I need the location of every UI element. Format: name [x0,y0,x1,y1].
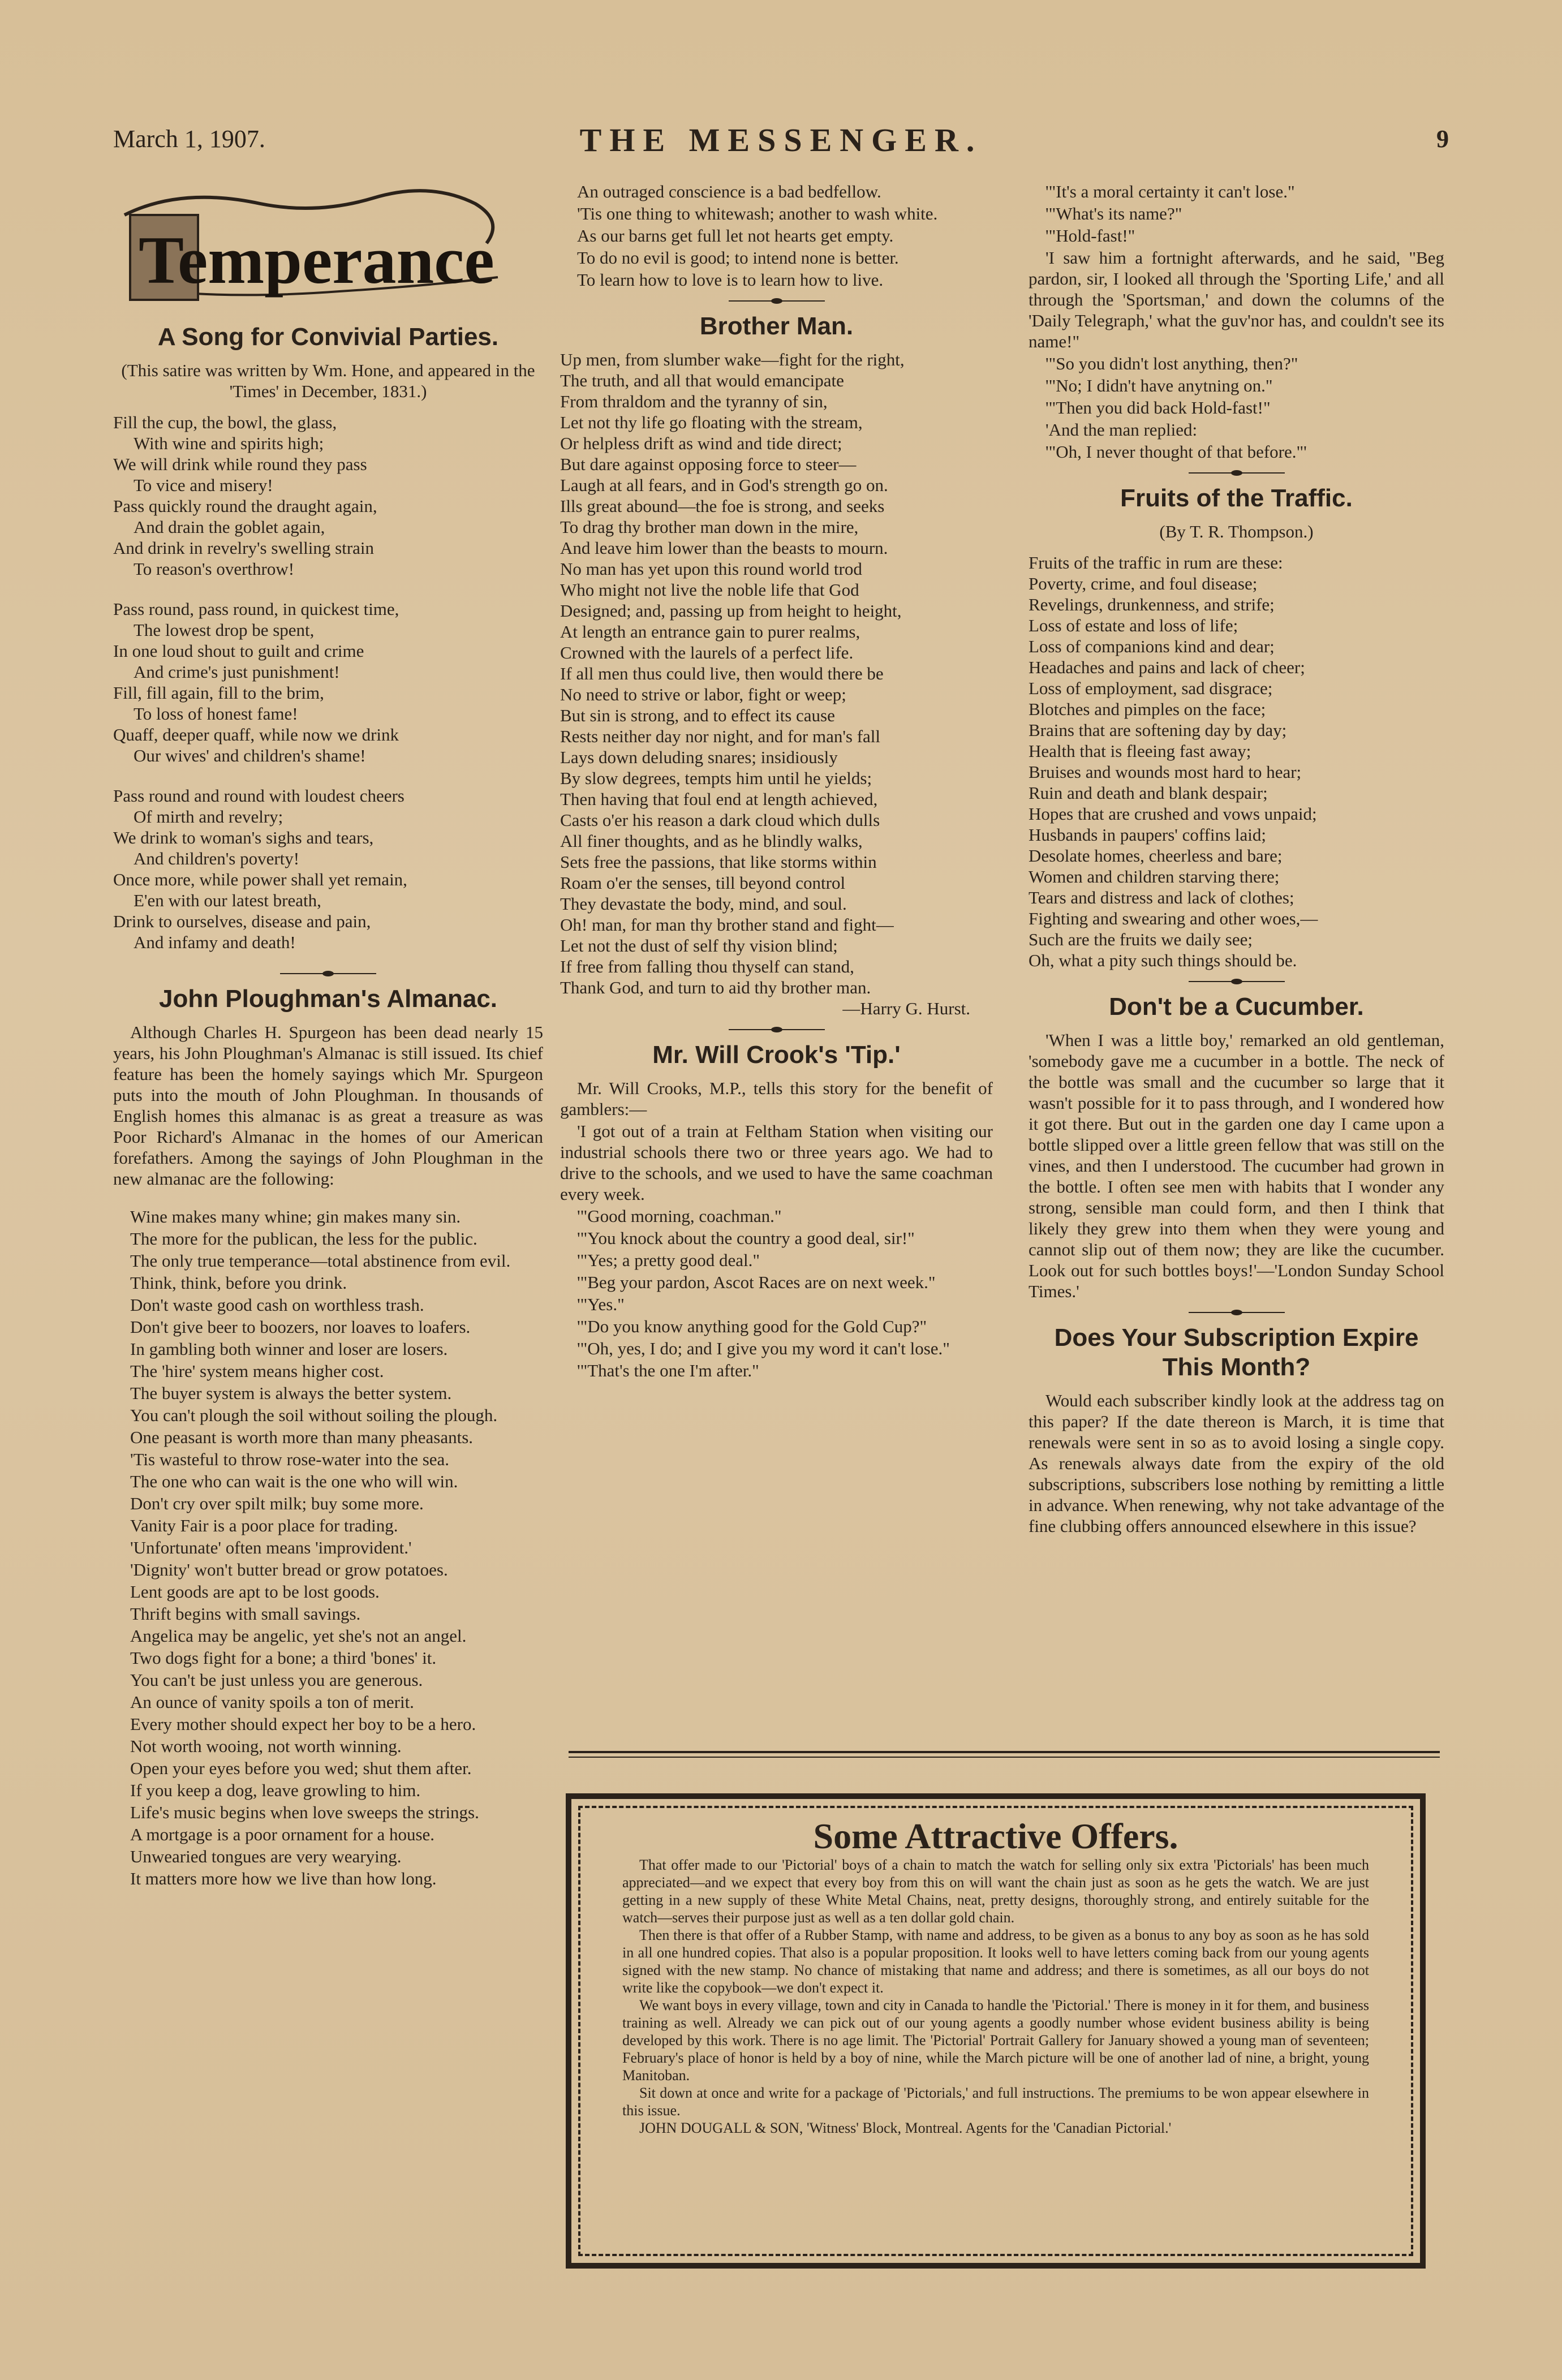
story-paragraph: '"Oh, yes, I do; and I give you my word it can't lose." [577,1339,950,1358]
offer-paragraph: JOHN DOUGALL & SON, 'Witness' Block, Montreal. Agents for the 'Canadian Pictorial.' [639,2120,1172,2136]
poem-line: And crime's just punishment! [134,662,340,682]
cucumber-text: 'When I was a little boy,' remarked an old gentleman, 'somebody gave me a cucumber in a bottle. The neck of the bottle was small and the cucumber so large that it wasn't possible for it to pass through, and I wondered how it got there. But out in the garden one day I came upon a bottle slipped over a little green fellow that was still on the vines, and then I understood. The cucumber had grown in the bottle. I often see men with habits that I wonder any strong, sensible man could form, and then I think that likely they grew into them when they were young and cannot slip out of them now; they are like the cucumber. Look out for such bottles boys!'—'London Sunday School Times.' [1029,1030,1444,1301]
poem-line: And drink in revelry's swelling strain [113,538,375,558]
almanac-sayings [113,1206,543,1889]
saying: Unwearied tongues are very wearying. [130,1847,402,1866]
saying: The only true temperance—total abstinence from evil. [130,1251,511,1271]
poem-line: Women and children starving there; [1029,867,1280,886]
horizontal-rule [569,1751,1440,1753]
page-header [113,124,1449,164]
story-paragraph: 'And the man replied: [1045,420,1198,440]
poem-line: Revelings, drunkenness, and strife; [1029,595,1275,614]
proverb: 'Tis one thing to whitewash; another to wash white. [577,204,938,223]
poem-line: But sin is strong, and to effect its cause [560,705,835,725]
saying: A mortgage is a poor ornament for a house. [130,1824,435,1844]
story-paragraph: '"Beg your pardon, Ascot Races are on next week." [577,1272,936,1292]
fruits-title: Fruits of the Traffic. [1120,484,1353,512]
proverbs-list [560,181,993,290]
section-divider [1189,1311,1285,1314]
poem-line: Or helpless drift as wind and tide direct; [560,433,842,453]
saying: You can't be just unless you are generous. [130,1670,423,1690]
offer-paragraph: We want boys in every village, town and city in Canada to handle the 'Pictorial.' There is money in it for them, and business training as well. Already we can pick out of our young agents a goodly number whose evident business ability is being developed by this work. There is no age limit. The 'Pictorial' Portrait Gallery for January showed a young man of seventeen; February's place of honor is held by a boy of nine, while the March picture will be one of another lad of nine, a bright, young Manitoban. [622,1997,1369,2084]
poem-line: Up men, from slumber wake—fight for the right, [560,350,905,369]
saying: Wine makes many whine; gin makes many sin. [130,1207,461,1226]
poem-line: From thraldom and the tyranny of sin, [560,391,828,411]
saying: Don't cry over spilt milk; buy some more. [130,1494,424,1513]
saying: 'Tis wasteful to throw rose-water into the sea. [130,1449,450,1469]
story-paragraph: Mr. Will Crooks, M.P., tells this story for the benefit of gamblers:— [560,1078,993,1119]
fruits-byline: (By T. R. Thompson.) [1159,522,1314,541]
poem-line: Once more, while power shall yet remain, [113,870,407,889]
poem-line: Oh! man, for man thy brother stand and fight— [560,915,894,935]
saying: 'Unfortunate' often means 'improvident.' [130,1538,412,1557]
subscription-text: Would each subscriber kindly look at the address tag on this paper? If the date thereon is March, it is time that renewals were sent in so as to avoid losing a single copy. As renewals always date from the expiry of the old subscriptions, subscribers lose nothing by remitting a little in advance. When renewing, why not take advantage of the fine clubbing offers announced elsewhere in this issue? [1029,1391,1444,1536]
saying: Open your eyes before you wed; shut them after. [130,1758,472,1778]
poem-line: E'en with our latest breath, [134,890,321,910]
brother-man-title: Brother Man. [699,312,854,340]
poem-line: Hopes that are crushed and vows unpaid; [1029,804,1317,824]
story-paragraph: '"You knock about the country a good deal, sir!" [577,1228,915,1248]
poem-line: Our wives' and children's shame! [134,746,366,765]
stanza [113,785,543,953]
poem-line: Pass round and round with loudest cheers [113,786,405,806]
brother-man-author: —Harry G. Hurst. [842,999,970,1018]
almanac-intro: Although Charles H. Spurgeon has been dead nearly 15 years, his John Ploughman's Almanac is still issued. Its chief feature has been the homely sayings which Mr. Spurgeon puts into the mouth of John Ploughman. In thousands of English homes this almanac is as great a treasure as was Poor Richard's Almanac in the homes of our American forefathers. Among the sayings of John Ploughman in the new almanac are the following: [113,1022,543,1189]
section-divider [280,972,376,975]
poem-line: Then having that foul end at length achieved, [560,789,878,809]
poem-line: Loss of companions kind and dear; [1029,636,1275,656]
story-paragraph: '"Good morning, coachman." [577,1206,782,1226]
story-paragraph: 'I got out of a train at Feltham Station when visiting our industrial schools there two or three years ago. We had to drive to the schools, and we used to have the same coachman every week. [560,1121,993,1204]
saying: Think, think, before you drink. [130,1273,347,1293]
poem-line: The truth, and all that would emancipate [560,371,844,390]
poem-line: By slow degrees, tempts him until he yields; [560,768,872,788]
offer-paragraph: That offer made to our 'Pictorial' boys of a chain to match the watch for selling only six extra 'Pictorials' has been much appreciated—and we expect that every boy from this on will want the chain just as soon as he gets the watch. We are just getting in a new supply of these White Metal Chains, neat, pretty designs, thoroughly strong, and entirely suitable for the watch—serves their purpose just as well as a ten dollar gold chain. [622,1857,1369,1926]
stanza [113,412,543,579]
poem-line: Let not the dust of self thy vision blind; [560,936,838,956]
saying: Vanity Fair is a poor place for trading. [130,1516,398,1535]
poem-line: Oh, what a pity such things should be. [1029,950,1297,970]
section-divider [1189,471,1285,475]
column-1 [113,181,543,1890]
song-note: (This satire was written by Wm. Hone, and appeared in the 'Times' in December, 1831.) [121,360,535,401]
poem-line: We will drink while round they pass [113,454,367,474]
offers-box [566,1793,1426,2269]
column-3 [1029,181,1444,1538]
poem-line: At length an entrance gain to purer realms, [560,622,860,642]
song-title: A Song for Convivial Parties. [157,323,499,351]
offers-text [622,1856,1369,2137]
cucumber-title: Don't be a Cucumber. [1109,993,1364,1021]
poem-line: Laugh at all fears, and in God's strength go on. [560,475,888,495]
poem-line: Lays down deluding snares; insidiously [560,747,838,767]
saying: Every mother should expect her boy to be a hero. [130,1714,476,1734]
proverb: To do no evil is good; to intend none is better. [577,248,899,268]
stanza [113,599,543,766]
saying: An ounce of vanity spoils a ton of merit. [130,1692,414,1712]
poem-line: Husbands in paupers' coffins laid; [1029,825,1266,845]
poem-line: Health that is fleeing fast away; [1029,741,1251,761]
story-paragraph: '"Oh, I never thought of that before."' [1045,442,1307,462]
masthead-title: THE MESSENGER. [579,122,983,158]
poem-line: Fill, fill again, fill to the brim, [113,683,324,703]
poem-line: Of mirth and revelry; [134,807,283,827]
saying: Two dogs fight for a bone; a third 'bones' it. [130,1648,437,1668]
poem-line: Brains that are softening day by day; [1029,720,1287,740]
poem-line: Fighting and swearing and other woes,— [1029,909,1318,928]
story-paragraph: '"Yes; a pretty good deal." [577,1250,760,1270]
poem-line: If all men thus could live, then would there be [560,664,884,683]
saying: Don't give beer to boozers, nor loaves to loafers. [130,1317,471,1337]
saying: The 'hire' system means higher cost. [130,1361,384,1381]
poem-line: Sets free the passions, that like storms within [560,852,877,872]
poem-line: In one loud shout to guilt and crime [113,641,364,661]
saying: 'Dignity' won't butter bread or grow potatoes. [130,1560,448,1580]
poem-line: To vice and misery! [134,475,273,495]
poem-line: Rests neither day nor night, and for man's fall [560,726,881,746]
poem-line: If free from falling thou thyself can stand, [560,957,854,976]
story-paragraph: '"That's the one I'm after." [577,1361,759,1380]
poem-line: Tears and distress and lack of clothes; [1029,888,1294,907]
story-paragraph: '"So you didn't lost anything, then?" [1045,354,1298,373]
poem-line: To loss of honest fame! [134,704,298,724]
saying: If you keep a dog, leave growling to him. [130,1780,421,1800]
poem-line: All finer thoughts, and as he blindly walks, [560,831,863,851]
poem-line: They devastate the body, mind, and soul. [560,894,847,914]
crook-story-continued [1029,181,1444,462]
poem-line: Loss of employment, sad disgrace; [1029,678,1273,698]
proverb: To learn how to love is to learn how to live. [577,270,884,290]
temperance-logo [113,181,520,311]
poem-line: And leave him lower than the beasts to mourn. [560,538,888,558]
story-paragraph: '"No; I didn't have anytning on." [1045,376,1273,395]
song-poem [113,412,543,953]
poem-line: Such are the fruits we daily see; [1029,929,1253,949]
fruits-poem [1029,552,1444,971]
almanac-title: John Ploughman's Almanac. [158,985,498,1013]
poem-line: Designed; and, passing up from height to height, [560,601,902,621]
saying: In gambling both winner and loser are losers. [130,1339,448,1359]
section-divider [1189,980,1285,983]
poem-line: To drag thy brother man down in the mire, [560,517,859,537]
saying: The more for the publican, the less for the public. [130,1229,477,1249]
poem-line: Poverty, crime, and foul disease; [1029,574,1258,593]
poem-line: No need to strive or labor, fight or weep; [560,685,846,704]
story-paragraph: '"Do you know anything good for the Gold Cup?" [577,1316,927,1336]
page-number: 9 [1436,125,1449,153]
offer-paragraph: Then there is that offer of a Rubber Stamp, with name and address, to be given as a bonus to any boy as soon as he has sold in all one hundred copies. That also is a popular proposition. It looks well to have letters coming back from our young agents signed with the new stamp. No chance of mistaking that name and address; and there is sometimes, as all our boys do not write like the copybook—we don't expect it. [622,1927,1369,1996]
story-paragraph: '"It's a moral certainty it can't lose." [1045,182,1295,201]
poem-line: Who might not live the noble life that God [560,580,859,600]
story-paragraph: '"Then you did back Hold-fast!" [1045,398,1271,418]
section-divider [729,1028,825,1031]
poem-line: But dare against opposing force to steer— [560,454,857,474]
poem-line: Roam o'er the senses, till beyond control [560,873,846,893]
saying: The one who can wait is the one who will win. [130,1471,458,1491]
poem-line: No man has yet upon this round world trod [560,559,862,579]
poem-line: Headaches and pains and lack of cheer; [1029,657,1305,677]
poem-line: Ills great abound—the foe is strong, and seeks [560,496,885,516]
poem-line: Thank God, and turn to aid thy brother man. [560,978,871,997]
story-paragraph: 'I saw him a fortnight afterwards, and he said, "Beg pardon, sir, I looked all through the 'Sporting Life,' and all through the 'Sportsman,' and down the columns of the 'Daily Telegraph,' what the guv'nor has, and couldn't see its name!" [1029,248,1444,351]
poem-line: With wine and spirits high; [134,433,324,453]
poem-line: Fruits of the traffic in rum are these: [1029,553,1283,573]
proverb: As our barns get full let not hearts get empty. [577,226,894,246]
issue-date: March 1, 1907. [113,125,265,153]
saying: Thrift begins with small savings. [130,1604,361,1624]
brother-man-poem [560,349,993,998]
saying: Lent goods are apt to be lost goods. [130,1582,380,1602]
saying: You can't plough the soil without soiling the plough. [130,1405,498,1425]
offers-title: Some Attractive Offers. [813,1816,1178,1856]
saying: It matters more how we live than how long. [130,1869,437,1888]
poem-line: Ruin and death and blank despair; [1029,783,1268,803]
poem-line: And drain the goblet again, [134,517,325,537]
logo-word: Temperance [139,222,494,298]
section-divider [729,299,825,303]
poem-line: And children's poverty! [134,849,300,868]
saying: Angelica may be angelic, yet she's not an angel. [130,1626,467,1646]
saying: Not worth wooing, not worth winning. [130,1736,402,1756]
poem-line: To reason's overthrow! [134,559,295,579]
poem-line: We drink to woman's sighs and tears, [113,828,374,847]
poem-line: Let not thy life go floating with the stream, [560,412,863,432]
story-paragraph: '"Hold-fast!" [1045,226,1135,246]
poem-line: Loss of estate and loss of life; [1029,616,1238,635]
poem-line: The lowest drop be spent, [134,620,315,640]
poem-line: Bruises and wounds most hard to hear; [1029,762,1302,782]
saying: The buyer system is always the better system. [130,1383,452,1403]
column-2 [560,181,993,1382]
crook-title: Mr. Will Crook's 'Tip.' [652,1041,901,1069]
saying: Life's music begins when love sweeps the strings. [130,1802,479,1822]
saying: One peasant is worth more than many pheasants. [130,1427,474,1447]
poem-line: Desolate homes, cheerless and bare; [1029,846,1283,866]
proverb: An outraged conscience is a bad bedfellow. [577,182,881,201]
poem-line: And infamy and death! [134,932,296,952]
horizontal-rule-thin [569,1757,1440,1758]
poem-line: Casts o'er his reason a dark cloud which dulls [560,810,880,830]
story-paragraph: '"What's its name?" [1045,204,1182,223]
poem-line: Crowned with the laurels of a perfect life. [560,643,854,662]
poem-line: Pass quickly round the draught again, [113,496,377,516]
subscription-title: Does Your Subscription Expire This Month? [1054,1324,1419,1381]
poem-line: Blotches and pimples on the face; [1029,699,1266,719]
poem-line: Drink to ourselves, disease and pain, [113,911,371,931]
offer-paragraph: Sit down at once and write for a package of 'Pictorials,' and full instructions. The premiums to be won appear elsewhere in this issue. [622,2085,1369,2119]
saying: Don't waste good cash on worthless trash. [130,1295,424,1315]
poem-line: Fill the cup, the bowl, the glass, [113,412,337,432]
poem-line: Pass round, pass round, in quickest time, [113,599,399,619]
crook-story [560,1078,993,1381]
story-paragraph: '"Yes." [577,1294,625,1314]
poem-line: Quaff, deeper quaff, while now we drink [113,725,399,744]
temperance-ornament-icon [113,181,520,311]
